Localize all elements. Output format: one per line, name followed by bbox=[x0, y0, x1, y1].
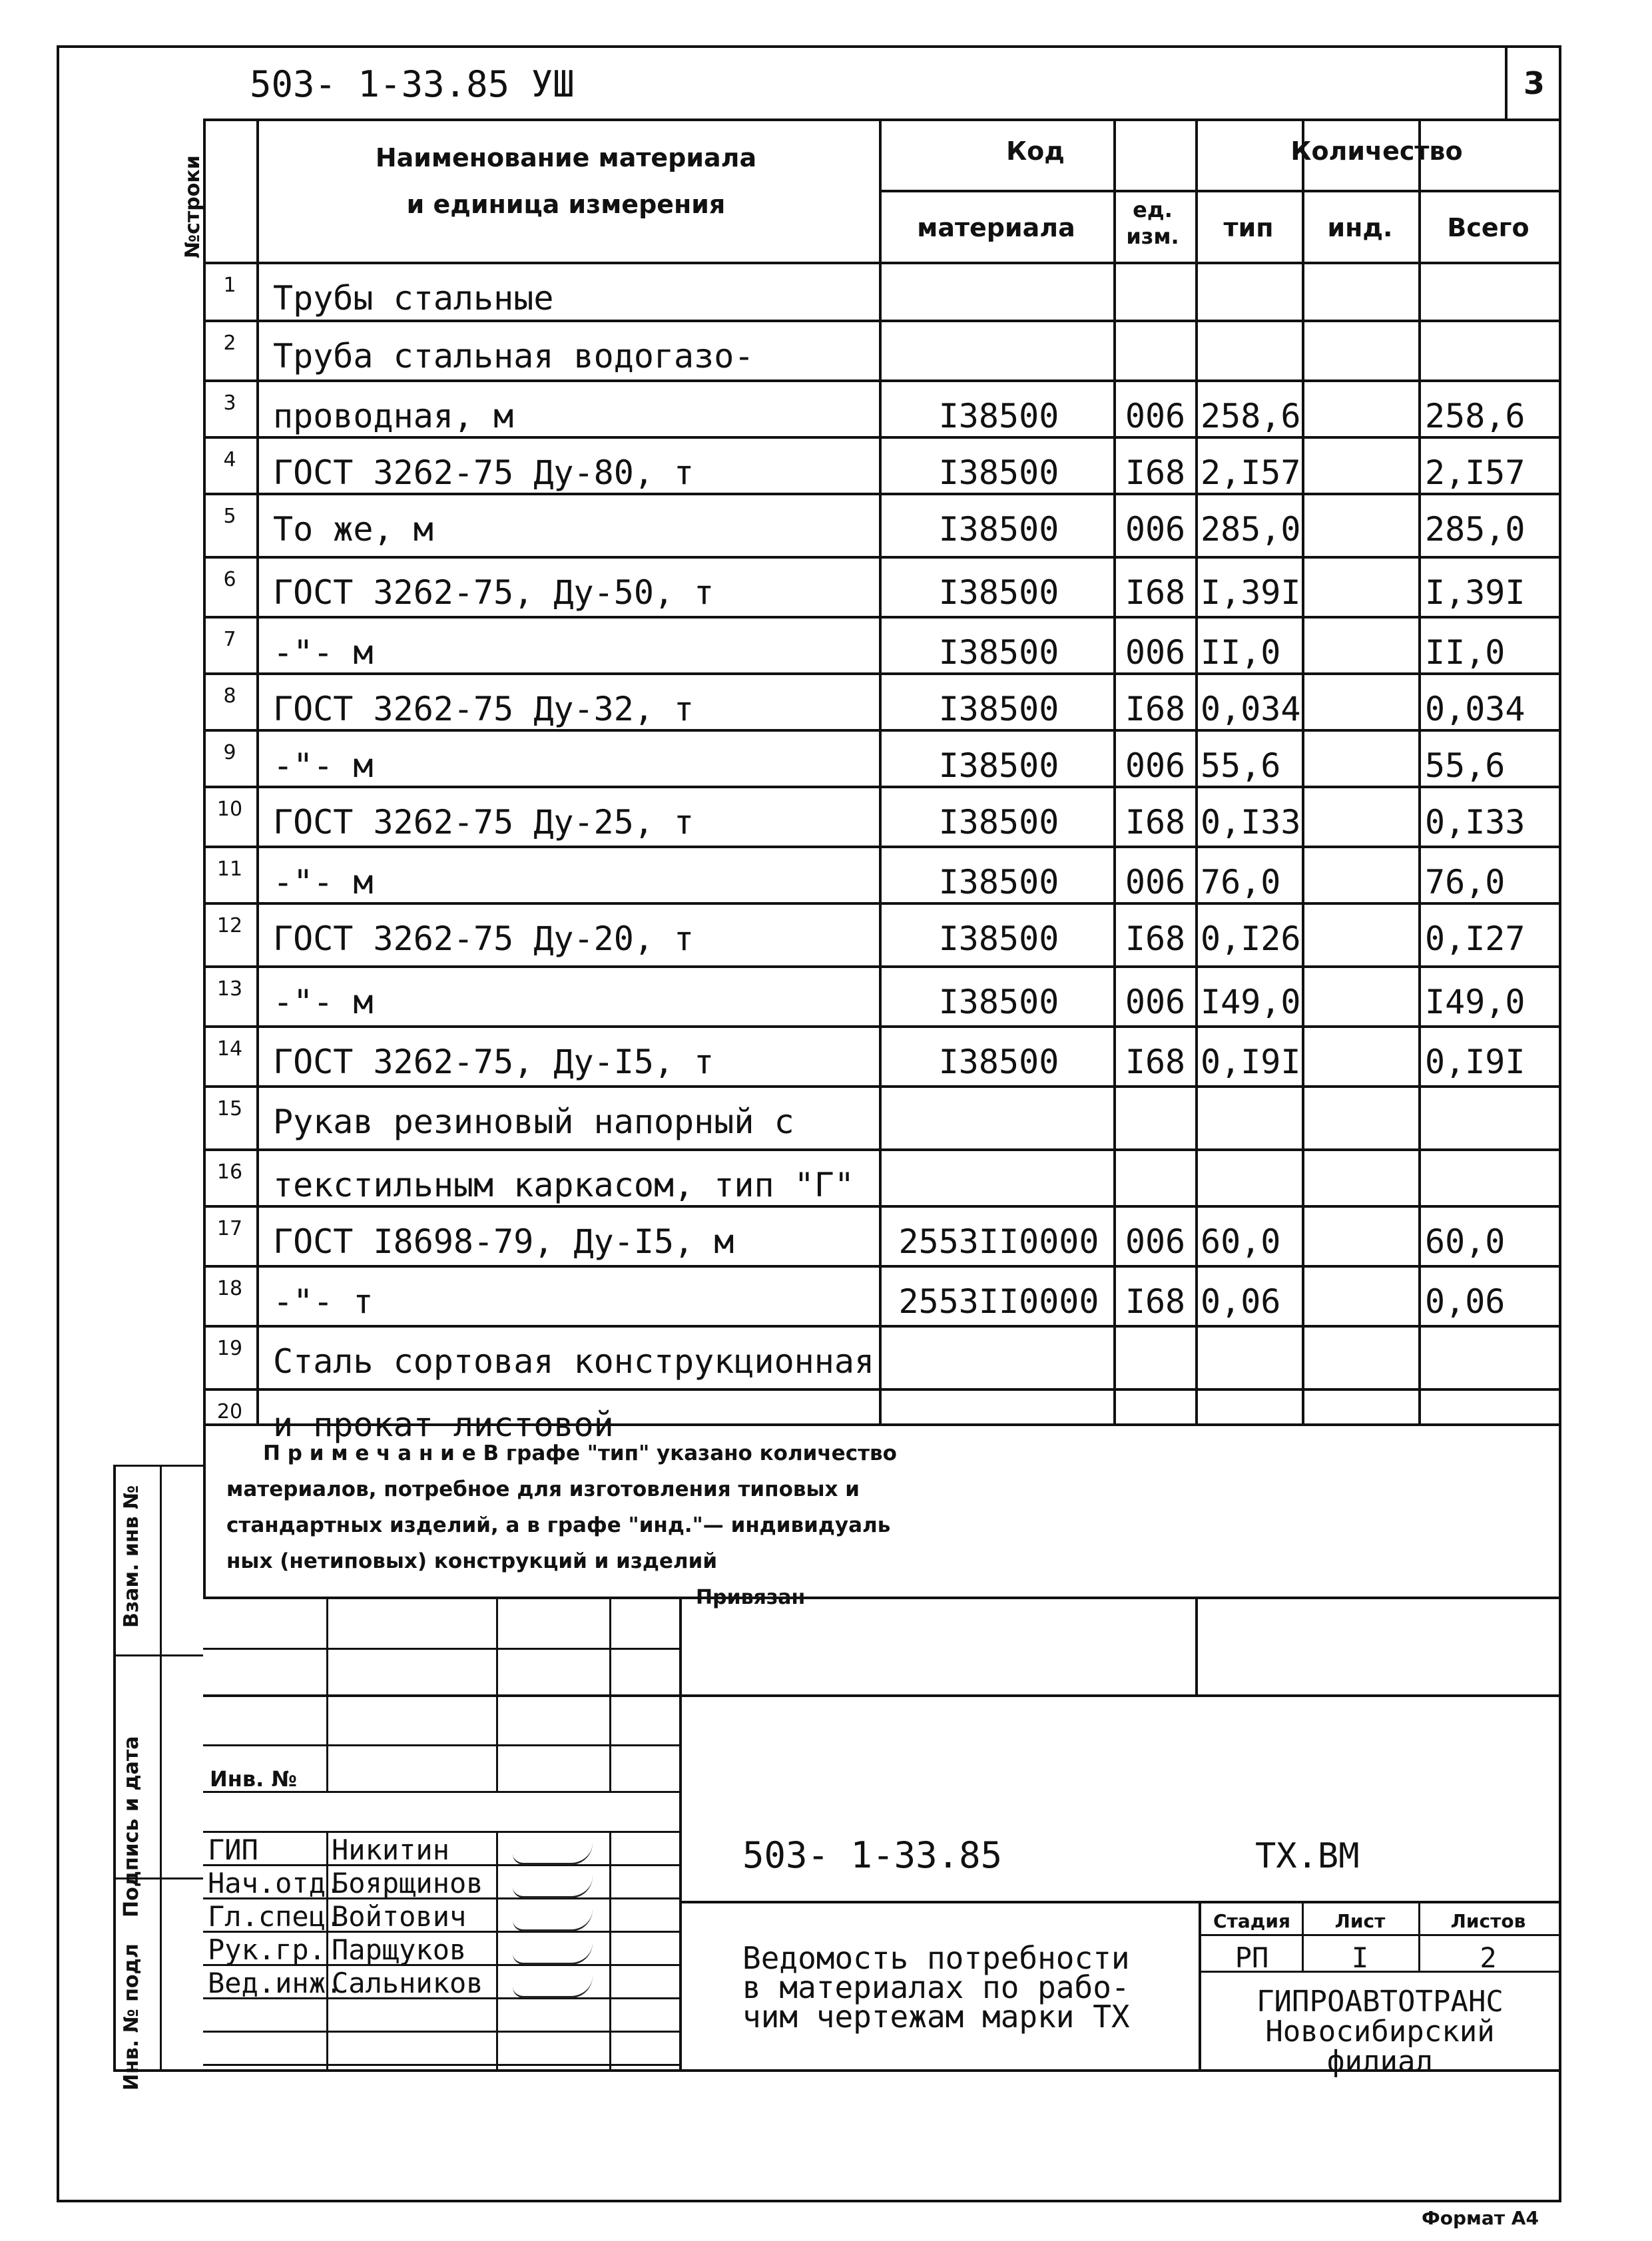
material-name-cell: проводная, м bbox=[273, 397, 514, 435]
grid-line bbox=[1559, 119, 1561, 1423]
note-line2: материалов, потребное для изготовления типовых и bbox=[226, 1477, 860, 1501]
header-unit-line2: изм. bbox=[1126, 224, 1179, 249]
grid-line bbox=[203, 1423, 206, 1597]
material-code-cell: I38500 bbox=[938, 453, 1059, 492]
material-code-cell: I38500 bbox=[938, 573, 1059, 612]
grid-line bbox=[203, 2031, 679, 2033]
inv-no-label: Инв. № bbox=[210, 1766, 297, 1792]
row-number-cell: 12 bbox=[216, 914, 243, 937]
signer-name: Сальников bbox=[332, 1967, 483, 1999]
grid-line bbox=[203, 1694, 1559, 1697]
qty-total-cell: 285,0 bbox=[1425, 510, 1525, 549]
unit-code-cell: 006 bbox=[1125, 983, 1186, 1021]
qty-type-cell: 76,0 bbox=[1201, 863, 1281, 901]
signer-role: ГИП bbox=[208, 1834, 258, 1866]
qty-total-cell: 55,6 bbox=[1425, 746, 1506, 785]
row-number-cell: 19 bbox=[216, 1337, 243, 1360]
unit-code-cell: I68 bbox=[1125, 1043, 1186, 1081]
grid-line bbox=[113, 1654, 203, 1656]
grid-line bbox=[203, 1744, 679, 1746]
frame-top bbox=[57, 45, 1561, 48]
row-number-cell: 16 bbox=[216, 1160, 243, 1184]
row-number-cell: 20 bbox=[216, 1400, 243, 1423]
sheet-value: I bbox=[1351, 1941, 1369, 1974]
document-code-top: 503- 1-33.85 УШ bbox=[250, 63, 575, 105]
qty-total-cell: 0,I27 bbox=[1425, 919, 1525, 958]
qty-type-cell: 55,6 bbox=[1201, 746, 1281, 785]
material-code-cell: I38500 bbox=[938, 397, 1059, 435]
header-type: тип bbox=[1223, 213, 1274, 242]
row-number-cell: 8 bbox=[223, 684, 236, 708]
qty-total-cell: 0,I9I bbox=[1425, 1043, 1525, 1081]
grid-line bbox=[496, 1831, 498, 2069]
material-name-cell: Сталь сортовая конструкционная bbox=[273, 1342, 875, 1381]
note-line3: стандартных изделий, а в графе "инд."— индивидуаль bbox=[226, 1513, 891, 1537]
signer-role: Вед.инж. bbox=[208, 1967, 343, 1999]
grid-line bbox=[256, 119, 259, 1423]
qty-total-cell: 60,0 bbox=[1425, 1222, 1506, 1261]
qty-type-cell: 0,I33 bbox=[1201, 803, 1301, 842]
material-code-cell: 2553II0000 bbox=[898, 1282, 1099, 1321]
qty-total-cell: 0,I33 bbox=[1425, 803, 1525, 842]
sheets-value: 2 bbox=[1480, 1941, 1497, 1974]
qty-total-cell: II,0 bbox=[1425, 633, 1506, 672]
note-line4: ных (нетиповых) конструкций и изделий bbox=[226, 1549, 718, 1573]
material-name-cell: ГОСТ 3262-75, Ду-50, т bbox=[273, 573, 714, 612]
grid-line bbox=[1418, 119, 1421, 1423]
doc-title-line3: чим чертежам марки ТХ bbox=[742, 1999, 1130, 2035]
material-name-cell: текстильным каркасом, тип "Г" bbox=[273, 1166, 854, 1204]
sheets-label: Листов bbox=[1450, 1910, 1526, 1932]
side-vzam-inv: Взам. инв № bbox=[120, 1485, 143, 1628]
doc-title-line2: в материалах по рабо- bbox=[742, 1969, 1130, 2005]
material-code-cell: I38500 bbox=[938, 863, 1059, 901]
material-name-cell: -"- т bbox=[273, 1282, 374, 1321]
grid-line bbox=[203, 1597, 1559, 1599]
signer-name: Никитин bbox=[332, 1834, 450, 1866]
row-number-cell: 4 bbox=[223, 448, 236, 471]
qty-total-cell: 0,06 bbox=[1425, 1282, 1506, 1321]
signature-mark bbox=[513, 1943, 593, 1965]
qty-total-cell: 2,I57 bbox=[1425, 453, 1525, 492]
unit-code-cell: 006 bbox=[1125, 510, 1186, 549]
header-material: материала bbox=[917, 213, 1075, 242]
unit-code-cell: I68 bbox=[1125, 1282, 1186, 1321]
signature-mark bbox=[513, 1976, 593, 1998]
unit-code-cell: I68 bbox=[1125, 690, 1186, 728]
material-name-cell: Трубы стальные bbox=[273, 279, 554, 318]
grid-line bbox=[1199, 1934, 1559, 1936]
doc-code: 503- 1-33.85 bbox=[742, 1834, 1003, 1876]
row-number-cell: 13 bbox=[216, 977, 243, 1001]
privyazan-label: Привязан bbox=[696, 1586, 806, 1609]
material-name-cell: и прокат листовой bbox=[273, 1405, 614, 1444]
material-code-cell: I38500 bbox=[938, 1043, 1059, 1081]
grid-line bbox=[113, 1465, 203, 1467]
header-name-line2: и единица измерения bbox=[406, 190, 726, 219]
grid-line bbox=[609, 1831, 611, 2069]
qty-total-cell: 76,0 bbox=[1425, 863, 1506, 901]
row-number-cell: 1 bbox=[223, 274, 236, 297]
qty-total-cell: I49,0 bbox=[1425, 983, 1525, 1021]
row-number-cell: 7 bbox=[223, 628, 236, 651]
grid-line bbox=[1195, 119, 1198, 1423]
qty-type-cell: 258,6 bbox=[1201, 397, 1301, 435]
grid-line bbox=[326, 1597, 328, 1791]
signature-mark bbox=[513, 1876, 593, 1898]
side-inv-podl: Инв. № подл bbox=[120, 1943, 143, 2091]
material-code-cell: I38500 bbox=[938, 919, 1059, 958]
material-code-cell: I38500 bbox=[938, 983, 1059, 1021]
qty-type-cell: 2,I57 bbox=[1201, 453, 1301, 492]
unit-code-cell: I68 bbox=[1125, 573, 1186, 612]
grid-line bbox=[496, 1597, 498, 1791]
grid-line bbox=[679, 1901, 1559, 1903]
grid-line bbox=[1199, 1901, 1201, 2069]
grid-line bbox=[203, 1648, 679, 1650]
signer-name: Боярщинов bbox=[332, 1867, 483, 1899]
grid-line bbox=[203, 2064, 679, 2066]
qty-type-cell: 60,0 bbox=[1201, 1222, 1281, 1261]
side-podpis-data: Подпись и дата bbox=[120, 1736, 143, 1917]
unit-code-cell: 006 bbox=[1125, 746, 1186, 785]
material-code-cell: I38500 bbox=[938, 510, 1059, 549]
org-line2: Новосибирский bbox=[1265, 2015, 1495, 2049]
qty-type-cell: I,39I bbox=[1201, 573, 1301, 612]
frame-bottom bbox=[57, 2200, 1561, 2202]
row-number-cell: 2 bbox=[223, 332, 236, 355]
qty-type-cell: II,0 bbox=[1201, 633, 1281, 672]
unit-code-cell: I68 bbox=[1125, 453, 1186, 492]
grid-line bbox=[879, 190, 1559, 192]
row-number-cell: 10 bbox=[216, 798, 243, 821]
header-total: Всего bbox=[1447, 213, 1529, 242]
signature-mark bbox=[513, 1843, 593, 1865]
row-number-cell: 5 bbox=[223, 505, 236, 528]
doc-mark: ТХ.ВМ bbox=[1255, 1836, 1360, 1876]
qty-type-cell: 285,0 bbox=[1201, 510, 1301, 549]
unit-code-cell: 006 bbox=[1125, 1222, 1186, 1261]
header-name-line1: Наименование материала bbox=[375, 143, 757, 172]
sheet-label: Лист bbox=[1334, 1910, 1386, 1932]
header-quantity: Количество bbox=[1290, 136, 1463, 166]
material-name-cell: ГОСТ 3262-75 Ду-80, т bbox=[273, 453, 694, 492]
doc-title-line1: Ведомость потребности bbox=[742, 1940, 1130, 1976]
material-name-cell: ГОСТ I8698-79, Ду-I5, м bbox=[273, 1222, 734, 1261]
qty-type-cell: 0,06 bbox=[1201, 1282, 1281, 1321]
grid-line bbox=[203, 1831, 679, 1833]
qty-total-cell: 258,6 bbox=[1425, 397, 1525, 435]
unit-code-cell: 006 bbox=[1125, 397, 1186, 435]
header-code: Код bbox=[1006, 136, 1065, 166]
page-number: 3 bbox=[1523, 65, 1545, 101]
signature-mark bbox=[513, 1909, 593, 1931]
qty-total-cell: 0,034 bbox=[1425, 690, 1525, 728]
material-name-cell: Рукав резиновый напорный с bbox=[273, 1103, 794, 1141]
row-number-cell: 17 bbox=[216, 1217, 243, 1240]
row-number-cell: 15 bbox=[216, 1097, 243, 1120]
material-name-cell: ГОСТ 3262-75, Ду-I5, т bbox=[273, 1043, 714, 1081]
stage-value: РП bbox=[1235, 1941, 1269, 1974]
qty-type-cell: 0,034 bbox=[1201, 690, 1301, 728]
material-code-cell: 2553II0000 bbox=[898, 1222, 1099, 1261]
header-row-number: №строки bbox=[181, 155, 204, 258]
grid-line bbox=[113, 1465, 116, 2069]
qty-type-cell: 0,I9I bbox=[1201, 1043, 1301, 1081]
row-number-cell: 14 bbox=[216, 1037, 243, 1061]
qty-type-cell: 0,I26 bbox=[1201, 919, 1301, 958]
format-label: Формат А4 bbox=[1422, 2207, 1539, 2229]
material-name-cell: Труба стальная водогазо- bbox=[273, 337, 754, 375]
stage-label: Стадия bbox=[1213, 1910, 1290, 1932]
material-code-cell: I38500 bbox=[938, 633, 1059, 672]
material-name-cell: ГОСТ 3262-75 Ду-25, т bbox=[273, 803, 694, 842]
org-line1: ГИПРОАВТОТРАНС bbox=[1256, 1985, 1504, 2019]
unit-code-cell: 006 bbox=[1125, 863, 1186, 901]
grid-line bbox=[1559, 1423, 1561, 1597]
signer-role: Гл.спец. bbox=[208, 1900, 343, 1933]
material-name-cell: -"- м bbox=[273, 863, 374, 901]
material-code-cell: I38500 bbox=[938, 690, 1059, 728]
qty-type-cell: I49,0 bbox=[1201, 983, 1301, 1021]
grid-line bbox=[609, 1597, 611, 1791]
material-code-cell: I38500 bbox=[938, 746, 1059, 785]
signer-name: Войтович bbox=[332, 1900, 467, 1933]
frame-left bbox=[57, 45, 59, 2202]
unit-code-cell: I68 bbox=[1125, 803, 1186, 842]
grid-line bbox=[879, 119, 882, 1423]
grid-line bbox=[203, 119, 206, 1423]
qty-total-cell: I,39I bbox=[1425, 573, 1525, 612]
row-number-cell: 6 bbox=[223, 568, 236, 591]
row-number-cell: 11 bbox=[216, 858, 243, 881]
row-number-cell: 3 bbox=[223, 391, 236, 415]
grid-line bbox=[1195, 1597, 1198, 1694]
signer-name: Парщуков bbox=[332, 1933, 467, 1966]
material-name-cell: ГОСТ 3262-75 Ду-20, т bbox=[273, 919, 694, 958]
unit-code-cell: I68 bbox=[1125, 919, 1186, 958]
material-code-cell: I38500 bbox=[938, 803, 1059, 842]
note-line1: П р и м е ч а н и е В графе "тип" указано количество bbox=[263, 1441, 897, 1465]
header-unit-line1: ед. bbox=[1133, 197, 1173, 222]
row-number-cell: 9 bbox=[223, 741, 236, 764]
grid-line bbox=[160, 1465, 162, 2069]
grid-line bbox=[1302, 119, 1304, 1423]
org-line3: филиал bbox=[1327, 2045, 1433, 2079]
material-name-cell: -"- м bbox=[273, 633, 374, 672]
header-ind: инд. bbox=[1327, 213, 1393, 242]
grid-line bbox=[679, 1597, 682, 2069]
unit-code-cell: 006 bbox=[1125, 633, 1186, 672]
signer-role: Рук.гр. bbox=[208, 1933, 326, 1966]
signer-role: Нач.отд. bbox=[208, 1867, 343, 1899]
material-name-cell: ГОСТ 3262-75 Ду-32, т bbox=[273, 690, 694, 728]
material-name-cell: То же, м bbox=[273, 510, 433, 549]
material-name-cell: -"- м bbox=[273, 983, 374, 1021]
material-name-cell: -"- м bbox=[273, 746, 374, 785]
row-number-cell: 18 bbox=[216, 1277, 243, 1300]
